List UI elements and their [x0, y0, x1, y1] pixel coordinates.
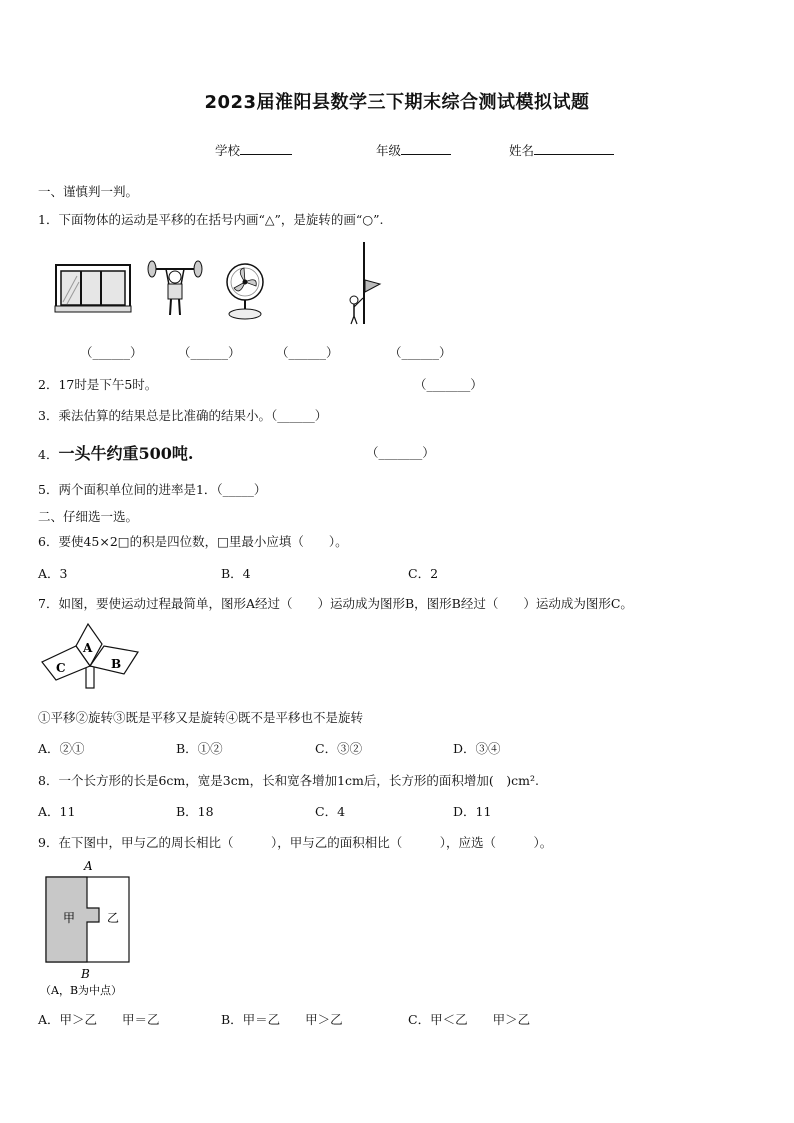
- section-1-heading: 一、谨慎判一判。: [38, 184, 139, 199]
- electric-fan-image: [222, 262, 268, 320]
- question-7: 7．如图，要使运动过程最简单，图形A经过（ ）运动成为图形B，图形B经过（ ）运动成为图形C。: [38, 596, 633, 611]
- question-1: 1．下面物体的运动是平移的在括号内画“△”，是旋转的画“○”.: [38, 212, 384, 227]
- page-title: 2023届淮阳县数学三下期末综合测试模拟试题: [204, 92, 590, 113]
- q8-option-b[interactable]: B．18: [176, 804, 214, 819]
- answer-slot-3[interactable]: （______）: [276, 345, 339, 360]
- grade-field: [376, 141, 451, 159]
- answer-slot-1[interactable]: （______）: [80, 345, 143, 360]
- name-label: 姓名: [509, 143, 535, 158]
- question-9: 9．在下图中，甲与乙的周长相比（ ），甲与乙的面积相比（ ），应选（ ）。: [38, 835, 553, 850]
- question-4: [38, 441, 193, 464]
- q7-legend: ①平移②旋转③既是平移又是旋转④既不是平移也不是旋转: [38, 710, 364, 725]
- question-4-number: 4．: [38, 447, 59, 462]
- answer-slot-2[interactable]: （______）: [178, 345, 241, 360]
- question-8: 8．一个长方形的长是6cm，宽是3cm，长和宽各增加1cm后，长方形的面积增加( )cm².: [38, 773, 539, 788]
- weightlifter-image: [146, 257, 204, 319]
- school-label: 学校: [215, 143, 241, 158]
- school-blank[interactable]: [240, 142, 292, 155]
- q6-option-b[interactable]: B．4: [221, 566, 251, 581]
- question-4-slot[interactable]: （_______）: [366, 445, 435, 460]
- q7-option-d[interactable]: D．③④: [453, 741, 501, 756]
- q9-option-b[interactable]: B．甲＝乙 甲＞乙: [221, 1012, 343, 1027]
- grade-label: 年级: [376, 143, 402, 158]
- q9-label-right: 乙: [107, 911, 120, 925]
- q6-option-a[interactable]: A．3: [38, 566, 68, 581]
- question-2: 2．17时是下午5时。: [38, 377, 158, 392]
- q7-option-a[interactable]: A．②①: [38, 741, 85, 756]
- q9-label-left: 甲: [63, 911, 76, 925]
- q7-option-b[interactable]: B．①②: [176, 741, 223, 756]
- q9-option-a[interactable]: A．甲＞乙 甲＝乙: [38, 1012, 160, 1027]
- q8-option-d[interactable]: D．11: [453, 804, 492, 819]
- q8-option-c[interactable]: C．4: [315, 804, 346, 819]
- school-field: [215, 141, 292, 159]
- answer-slot-4[interactable]: （______）: [389, 345, 452, 360]
- flag-raising-image: [344, 240, 384, 328]
- q6-option-c[interactable]: C．2: [408, 566, 439, 581]
- section-2-heading: 二、仔细选一选。: [38, 509, 139, 524]
- q9-figure: [36, 856, 146, 1002]
- question-4-text: 一头牛约重500吨.: [58, 444, 194, 463]
- q9-label-top: A: [84, 859, 93, 873]
- q9-label-bottom: B: [81, 967, 90, 981]
- name-blank[interactable]: [534, 142, 614, 155]
- q7-label-c: C: [56, 661, 66, 675]
- q9-option-c[interactable]: C．甲＜乙 甲＞乙: [408, 1012, 531, 1027]
- q7-option-c[interactable]: C．③②: [315, 741, 363, 756]
- q7-label-b: B: [111, 657, 122, 671]
- window-image: [55, 264, 135, 314]
- question-2-slot[interactable]: （_______）: [414, 377, 483, 392]
- grade-blank[interactable]: [401, 142, 451, 155]
- q7-label-a: A: [83, 641, 93, 655]
- question-5: 5．两个面积单位间的进率是1．（_____）: [38, 482, 267, 497]
- question-6: 6．要使45×2□的积是四位数，□里最小应填（ ）。: [38, 534, 348, 549]
- q8-option-a[interactable]: A．11: [38, 804, 76, 819]
- name-field: [509, 141, 614, 159]
- q7-figure: [40, 622, 140, 692]
- q9-note: （A，B为中点）: [40, 984, 123, 997]
- question-3: 3．乘法估算的结果总是比准确的结果小。（______）: [38, 408, 328, 423]
